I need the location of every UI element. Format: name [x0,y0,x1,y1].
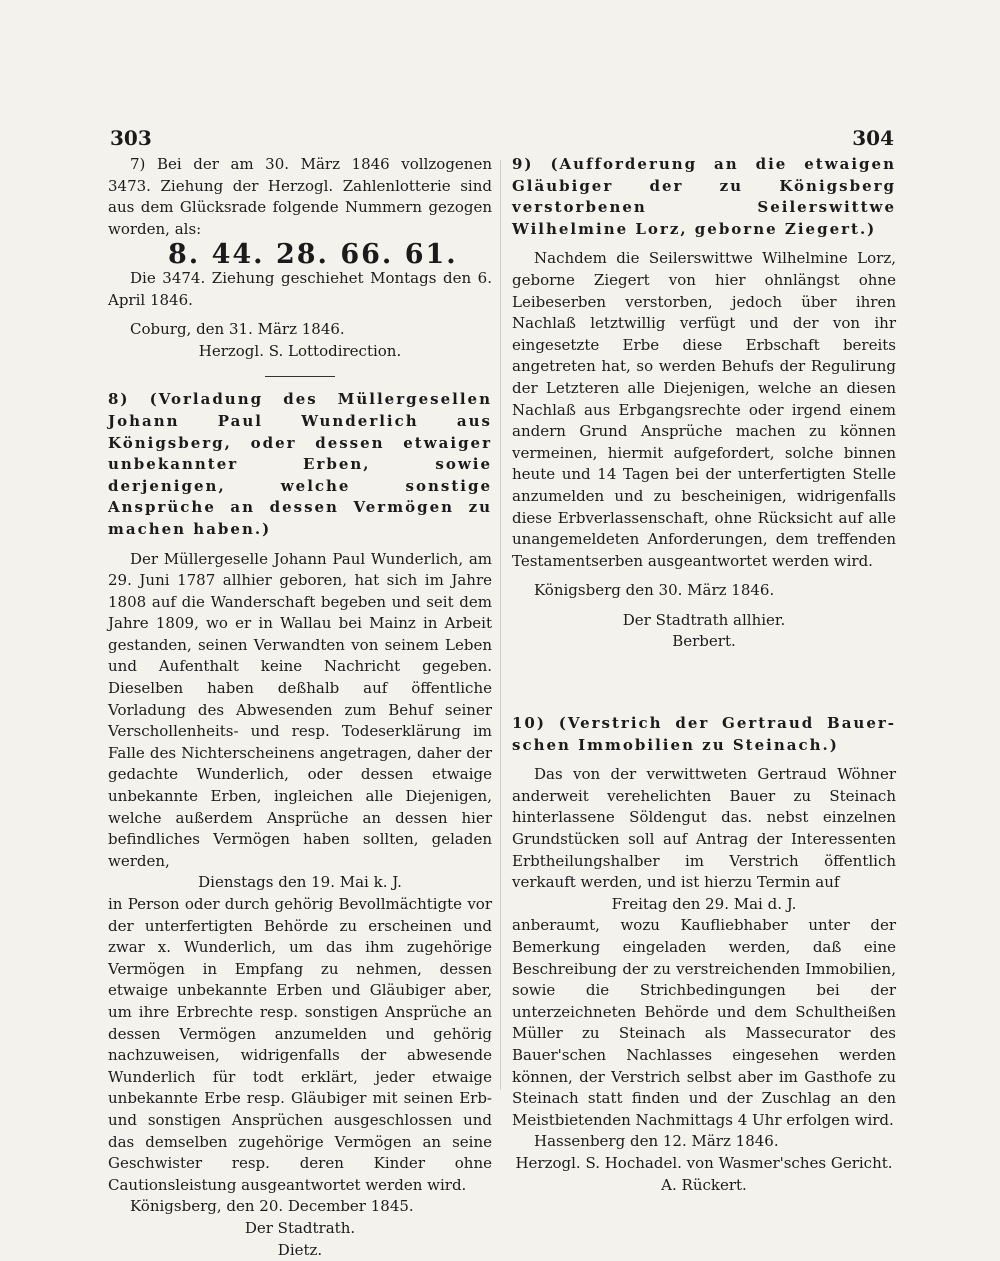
page-number-right: 304 [852,126,894,150]
left-column [108,154,492,1261]
creditors-place-date: Königsberg den 30. März 1846. [512,580,896,602]
summons-body-2: in Person oder durch gehörig Bevollmächtigte vor der unterfertigten Behörde zu erscheinen und zwar x. Wunderlich, um das ihm zugehörige Vermögen in Empfang zu nehmen, dessen etwaige unbekannte Erben und Gläubiger aber, um ihre Erbrechte resp. sonstigen Ansprüche an dessen Vermögen anzumelden und gehörig nachzuweisen, widrigenfalls der abwesende Wunderlich für todt erklärt, jeder etwaige unbekannte Erbe resp. Gläubiger mit seinen Erb- und sonstigen Ansprüchen ausgeschlossen und das demselben zugehörige Vermögen an seine Geschwister resp. deren Kinder ohne Cautionsleistung ausgeantwortet werden wird. [108,894,492,1196]
auction-body-1: Das von der verwittweten Gertraud Wöhner anderweit verehelichten Bauer zu Steinach hinterlassene Söldengut das. nebst einzelnen Grundstücken soll auf Antrag der Interessenten Erbtheilungshalber im Verstrich öffentlich verkauft werden, und ist hierzu Termin auf [512,764,896,894]
lottery-signature: Herzogl. S. Lottodirection. [108,341,492,363]
creditors-signature-2: Berbert. [512,631,896,653]
auction-place-date: Hassenberg den 12. März 1846. [512,1131,896,1153]
page-number-left: 303 [110,126,152,150]
lottery-numbers: 8. 44. 28. 66. 61. [108,244,492,266]
right-column [512,154,896,1196]
auction-signature-1: Herzogl. S. Hochadel. von Wasmer'sches Gericht. [512,1153,896,1175]
creditors-heading: 9) (Aufforderung an die etwaigen Gläubiger der zu Königsberg verstorbenen Seilerswittwe Wilhelmine Lorz, geborne Ziegert.) [512,154,896,240]
creditors-signature-1: Der Stadtrath allhier. [512,610,896,632]
creditors-body: Nachdem die Seilerswittwe Wilhelmine Lorz, geborne Ziegert von hier ohnlängst ohne Leibeserben verstorben, jedoch über ihren Nachlaß letztwillig verfügt und der von ihr eingesetzte Erbe diese Erbschaft bereits angetreten hat, so werden Behufs der Regulirung der Letzteren alle Diejenigen, welche an diesen Nachlaß aus Erbgangsrechte oder irgend einem andern Grund Ansprüche machen zu können vermeinen, hiermit aufgefordert, solche binnen heute und 14 Tagen bei der unterfertigten Stelle anzumelden und zu bescheinigen, widrigenfalls diese Erbverlassenschaft, ohne Rücksicht auf alle unangemeldeten Anforderungen, dem treffenden Testamentserben ausgeantwortet werden wird. [512,248,896,572]
column-divider [500,160,501,1090]
auction-date-line: Freitag den 29. Mai d. J. [512,894,896,916]
summons-heading: 8) (Vorladung des Müllergesellen Johann Paul Wunderlich aus Königsberg, oder dessen etwaiger unbekannter Erben, sowie derjenigen, welche sonstige Ansprüche an dessen Vermögen zu machen haben.) [108,389,492,540]
summons-signature-1: Der Stadtrath. [108,1218,492,1240]
summons-place-date: Königsberg, den 20. December 1845. [108,1196,492,1218]
section-rule [265,376,335,377]
lottery-place-date: Coburg, den 31. März 1846. [108,319,492,341]
auction-signature-2: A. Rückert. [512,1175,896,1197]
summons-body-1: Der Müllergeselle Johann Paul Wunderlich, am 29. Juni 1787 allhier geboren, hat sich im Jahre 1808 auf die Wanderschaft begeben und seit dem Jahre 1809, wo er in Wallau bei Mainz in Arbeit gestanden, seinen Verwandten von seinem Leben und Aufenthalt keine Nachricht gegeben. Dieselben haben deßhalb auf öffentliche Vorladung des Abwesenden zum Behuf seiner Verschollenheits- und resp. Todeserklärung im Falle des Nichterscheinens angetragen, daher der gedachte Wunderlich, oder dessen etwaige unbekannte Erben, ingleichen alle Diejenigen, welche außerdem Ansprüche an dessen hier befindliches Vermögen haben sollten, geladen werden, [108,549,492,873]
lottery-notice-text: 7) Bei der am 30. März 1846 vollzogenen 3473. Ziehung der Herzogl. Zahlenlotterie sind aus dem Glücksrade folgende Nummern gezogen worden, als: [108,154,492,240]
summons-date-line: Dienstags den 19. Mai k. J. [108,872,492,894]
auction-heading: 10) (Verstrich der Gertraud Bauer-schen Immobilien zu Steinach.) [512,713,896,756]
auction-body-2: anberaumt, wozu Kaufliebhaber unter der Bemerkung eingeladen werden, daß eine Beschreibung der zu verstreichenden Immobilien, sowie die Strichbedingungen bei der unterzeichneten Behörde und dem Schultheißen Müller zu Steinach als Massecurator des Bauer'schen Nachlasses eingesehen werden können, der Verstrich selbst aber im Gasthofe zu Steinach statt finden und der Zuschlag an den Meistbietenden Nachmittags 4 Uhr erfolgen wird. [512,915,896,1131]
next-draw-text: Die 3474. Ziehung geschiehet Montags den 6. April 1846. [108,268,492,311]
summons-signature-2: Dietz. [108,1240,492,1261]
